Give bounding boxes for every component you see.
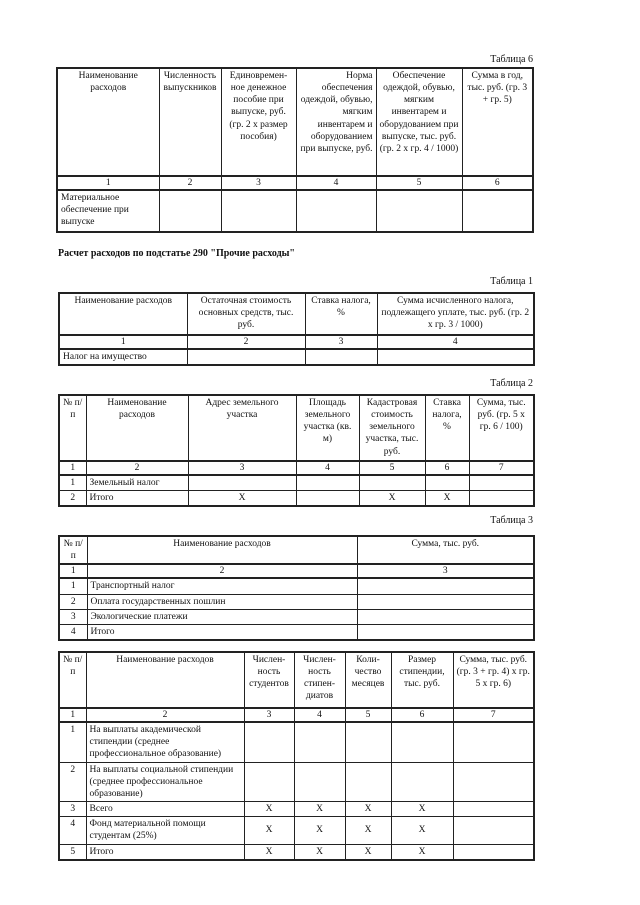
table3-header-row bbox=[59, 536, 534, 564]
table-cell: X bbox=[294, 817, 345, 844]
column-number: 5 bbox=[359, 461, 425, 475]
table-cell: X bbox=[391, 817, 453, 844]
table-cell[interactable] bbox=[376, 190, 462, 232]
table-cell[interactable] bbox=[294, 762, 345, 801]
column-number: 6 bbox=[425, 461, 469, 475]
table6-label: Таблица 6 bbox=[490, 54, 533, 65]
row-number: 1 bbox=[59, 722, 86, 762]
table3 bbox=[58, 535, 535, 641]
row-label: Экологические платежи bbox=[87, 609, 357, 624]
table4-header: Наименование расходов bbox=[86, 652, 244, 708]
table4 bbox=[58, 651, 535, 861]
table-cell: X bbox=[359, 491, 425, 507]
row-label: Транспортный налог bbox=[87, 578, 357, 594]
row-label: Земельный налог bbox=[86, 475, 188, 491]
table-cell[interactable] bbox=[294, 722, 345, 762]
table-cell[interactable] bbox=[305, 349, 377, 365]
table6-header: Наименование расходов bbox=[57, 68, 159, 176]
table-cell: X bbox=[391, 802, 453, 817]
table2-header: Адрес земельного участка bbox=[188, 395, 296, 461]
table-row bbox=[59, 594, 534, 609]
column-number: 3 bbox=[221, 176, 296, 190]
column-number: 2 bbox=[187, 335, 305, 349]
row-label: На выплаты социальной стипендии (среднее профессиональное образование) bbox=[86, 762, 244, 801]
row-label: Материальное обеспечение при выпуске bbox=[57, 190, 159, 232]
table-cell: X bbox=[188, 491, 296, 507]
row-number: 2 bbox=[59, 491, 86, 507]
table-cell[interactable] bbox=[188, 475, 296, 491]
table-cell[interactable] bbox=[296, 190, 376, 232]
table-row bbox=[59, 802, 534, 817]
row-number: 1 bbox=[59, 475, 86, 491]
table4-header-row bbox=[59, 652, 534, 708]
table-cell[interactable] bbox=[469, 475, 534, 491]
column-number: 1 bbox=[57, 176, 159, 190]
column-number: 2 bbox=[86, 708, 244, 722]
table1-number-row bbox=[59, 335, 534, 349]
table-cell[interactable] bbox=[469, 491, 534, 507]
table-row bbox=[59, 624, 534, 640]
table6-header: Обеспечение одеждой, обувью, мягким инвентарем и оборудованием при выпуске, тыс. руб. (гр. 2 х гр. 4 / 1000) bbox=[376, 68, 462, 176]
table1 bbox=[58, 292, 535, 366]
table-cell: X bbox=[244, 844, 294, 860]
table4-header: Числен-ность стипен-диатов bbox=[294, 652, 345, 708]
table6 bbox=[56, 67, 534, 233]
table1-header: Остаточная стоимость основных средств, тыс. руб. bbox=[187, 293, 305, 335]
table2-header: Ставка налога, % bbox=[425, 395, 469, 461]
column-number: 6 bbox=[391, 708, 453, 722]
table1-header: Сумма исчисленного налога, подлежащего уплате, тыс. руб. (гр. 2 х гр. 3 / 1000) bbox=[377, 293, 534, 335]
column-number: 6 bbox=[462, 176, 533, 190]
table2-header: Наименование расходов bbox=[86, 395, 188, 461]
table-cell: X bbox=[294, 802, 345, 817]
table-cell[interactable] bbox=[159, 190, 221, 232]
table-cell: X bbox=[345, 817, 391, 844]
table-cell[interactable] bbox=[453, 817, 534, 844]
table2-header: Кадастровая стоимость земельного участка, тыс. руб. bbox=[359, 395, 425, 461]
column-number: 4 bbox=[296, 461, 359, 475]
table2-header: Сумма, тыс. руб. (гр. 5 х гр. 6 / 100) bbox=[469, 395, 534, 461]
column-number: 5 bbox=[345, 708, 391, 722]
row-label: Налог на имущество bbox=[59, 349, 187, 365]
column-number: 1 bbox=[59, 335, 187, 349]
table6-header: Численность выпускников bbox=[159, 68, 221, 176]
table-cell[interactable] bbox=[357, 624, 534, 640]
row-label: Итого bbox=[86, 844, 244, 860]
row-label: На выплаты академической стипендии (среднее профессиональное образование) bbox=[86, 722, 244, 762]
table-row bbox=[59, 722, 534, 762]
table-row bbox=[59, 844, 534, 860]
row-label: Фонд материальной помощи студентам (25%) bbox=[86, 817, 244, 844]
table-cell[interactable] bbox=[453, 802, 534, 817]
column-number: 3 bbox=[188, 461, 296, 475]
table-cell[interactable] bbox=[221, 190, 296, 232]
table-cell[interactable] bbox=[345, 762, 391, 801]
table-cell: X bbox=[345, 802, 391, 817]
table-cell[interactable] bbox=[296, 491, 359, 507]
table2-header: Площадь земельного участка (кв. м) bbox=[296, 395, 359, 461]
table-row bbox=[59, 491, 534, 507]
column-number: 2 bbox=[86, 461, 188, 475]
table-cell: X bbox=[425, 491, 469, 507]
table-row bbox=[59, 762, 534, 801]
table-cell[interactable] bbox=[345, 722, 391, 762]
table3-header: Сумма, тыс. руб. bbox=[357, 536, 534, 564]
table4-header: № п/п bbox=[59, 652, 86, 708]
table-cell[interactable] bbox=[377, 349, 534, 365]
table3-header: Наименование расходов bbox=[87, 536, 357, 564]
table2 bbox=[58, 394, 535, 507]
table1-header-row bbox=[59, 293, 534, 335]
table-row bbox=[59, 475, 534, 491]
column-number: 1 bbox=[59, 564, 87, 578]
table-cell[interactable] bbox=[296, 475, 359, 491]
table-cell: X bbox=[294, 844, 345, 860]
table-cell[interactable] bbox=[453, 762, 534, 801]
table-cell[interactable] bbox=[357, 594, 534, 609]
table-cell: X bbox=[391, 844, 453, 860]
table4-header: Размер стипендии, тыс. руб. bbox=[391, 652, 453, 708]
row-number: 2 bbox=[59, 594, 87, 609]
column-number: 3 bbox=[244, 708, 294, 722]
column-number: 7 bbox=[469, 461, 534, 475]
table-cell[interactable] bbox=[425, 475, 469, 491]
table-cell[interactable] bbox=[187, 349, 305, 365]
table-row bbox=[57, 190, 533, 232]
column-number: 1 bbox=[59, 461, 86, 475]
table1-header: Наименование расходов bbox=[59, 293, 187, 335]
table-row bbox=[59, 609, 534, 624]
table-cell: X bbox=[244, 817, 294, 844]
column-number: 4 bbox=[296, 176, 376, 190]
table3-header: № п/п bbox=[59, 536, 87, 564]
table-cell[interactable] bbox=[244, 762, 294, 801]
row-number: 4 bbox=[59, 624, 87, 640]
row-number: 4 bbox=[59, 817, 86, 844]
column-number: 3 bbox=[357, 564, 534, 578]
table-cell[interactable] bbox=[391, 762, 453, 801]
column-number: 4 bbox=[294, 708, 345, 722]
table1-label: Таблица 1 bbox=[490, 276, 533, 287]
table-cell[interactable] bbox=[359, 475, 425, 491]
row-number: 5 bbox=[59, 844, 86, 860]
table3-label: Таблица 3 bbox=[490, 515, 533, 526]
row-number: 3 bbox=[59, 802, 86, 817]
section-heading: Расчет расходов по подстатье 290 "Прочие расходы" bbox=[58, 248, 295, 259]
row-number: 3 bbox=[59, 609, 87, 624]
table1-header: Ставка налога, % bbox=[305, 293, 377, 335]
table6-header: Сумма в год, тыс. руб. (гр. 3 + гр. 5) bbox=[462, 68, 533, 176]
table6-header: Норма обеспечения одеждой, обувью, мягким инвентарем и оборудованием при выпуске, руб. bbox=[296, 68, 376, 176]
column-number: 3 bbox=[305, 335, 377, 349]
row-label: Оплата государственных пошлин bbox=[87, 594, 357, 609]
table4-header: Числен-ность студентов bbox=[244, 652, 294, 708]
row-label: Итого bbox=[86, 491, 188, 507]
column-number: 4 bbox=[377, 335, 534, 349]
table-cell: X bbox=[345, 844, 391, 860]
column-number: 2 bbox=[87, 564, 357, 578]
table-cell[interactable] bbox=[357, 578, 534, 594]
table-cell[interactable] bbox=[453, 844, 534, 860]
column-number: 7 bbox=[453, 708, 534, 722]
table-cell[interactable] bbox=[391, 722, 453, 762]
table-cell[interactable] bbox=[462, 190, 533, 232]
table4-number-row bbox=[59, 708, 534, 722]
row-label: Всего bbox=[86, 802, 244, 817]
table-row bbox=[59, 817, 534, 844]
table-cell: X bbox=[244, 802, 294, 817]
table2-header-row bbox=[59, 395, 534, 461]
table3-number-row bbox=[59, 564, 534, 578]
table-row bbox=[59, 578, 534, 594]
table2-label: Таблица 2 bbox=[490, 378, 533, 389]
table4-header: Коли-чество месяцев bbox=[345, 652, 391, 708]
row-number: 1 bbox=[59, 578, 87, 594]
table2-number-row bbox=[59, 461, 534, 475]
table6-header: Единовремен-ное денежное пособие при выпуске, руб. (гр. 2 х размер пособия) bbox=[221, 68, 296, 176]
table6-header-row bbox=[57, 68, 533, 176]
row-number: 2 bbox=[59, 762, 86, 801]
column-number: 1 bbox=[59, 708, 86, 722]
table-cell[interactable] bbox=[357, 609, 534, 624]
table-cell[interactable] bbox=[244, 722, 294, 762]
row-label: Итого bbox=[87, 624, 357, 640]
table-cell[interactable] bbox=[453, 722, 534, 762]
table-row bbox=[59, 349, 534, 365]
column-number: 5 bbox=[376, 176, 462, 190]
table6-number-row bbox=[57, 176, 533, 190]
table2-header: № п/п bbox=[59, 395, 86, 461]
table4-header: Сумма, тыс. руб. (гр. 3 + гр. 4) х гр. 5 х гр. 6) bbox=[453, 652, 534, 708]
column-number: 2 bbox=[159, 176, 221, 190]
